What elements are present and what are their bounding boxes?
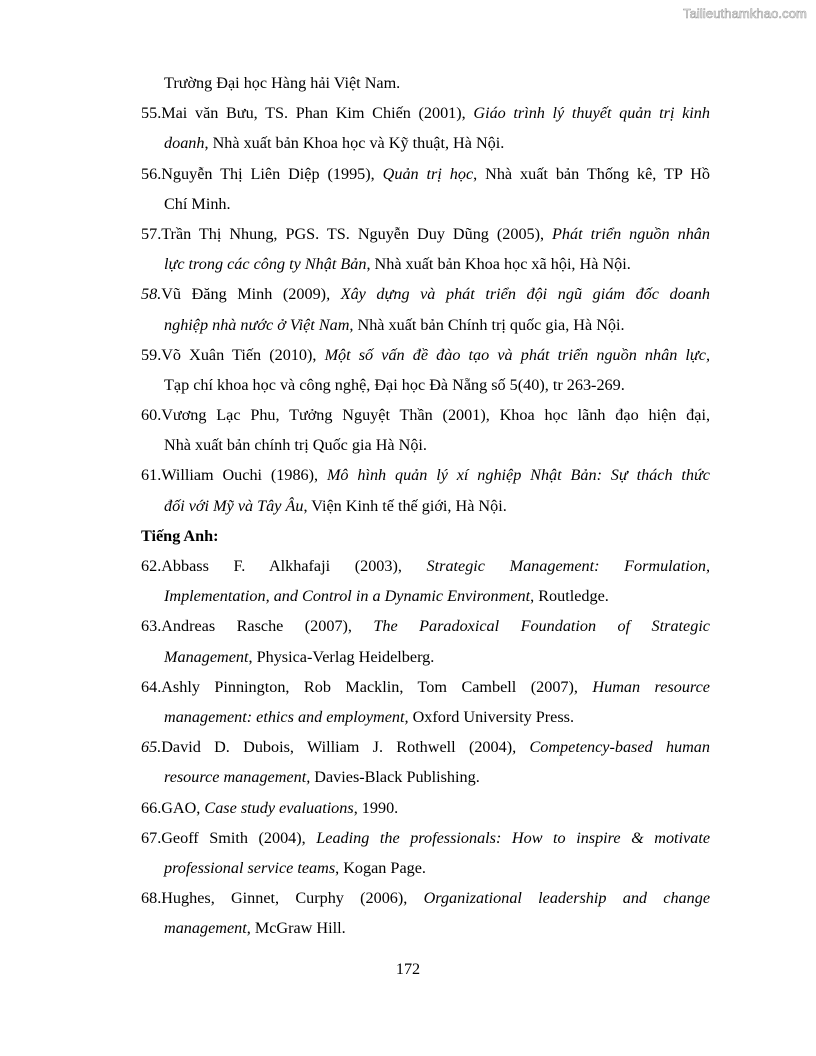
ref-62: 62.Abbass F. Alkhafaji (2003), Strategic Management: Formulation,: [141, 557, 710, 575]
section-heading-english: Tiếng Anh:: [141, 526, 219, 545]
ref-64: 64.Ashly Pinnington, Rob Macklin, Tom Cambell (2007), Human resource: [141, 677, 710, 696]
ref-63: 63.Andreas Rasche (2007), The Paradoxical Foundation of Strategic: [141, 617, 710, 636]
ref-57: 57.Trần Thị Nhung, PGS. TS. Nguyễn Duy Dũng (2005), Phát triển nguồn nhân: [141, 224, 710, 243]
watermark: Tailieuthamkhao.com: [682, 6, 807, 21]
ref-54-tail: Trường Đại học Hàng hải Việt Nam.: [164, 74, 401, 92]
page-number: 172: [395, 960, 421, 978]
ref-56: 56.Nguyễn Thị Liên Diệp (1995), Quản trị học, Nhà xuất bản Thống kê, TP Hồ: [141, 164, 710, 183]
ref-58: 58.Vũ Đăng Minh (2009), Xây dựng và phát triển đội ngũ giám đốc doanh: [141, 285, 710, 304]
ref-66: 66.GAO, Case study evaluations, 1990.: [141, 798, 399, 817]
ref-55: 55.Mai văn Bưu, TS. Phan Kim Chiến (2001), Giáo trình lý thuyết quản trị kinh: [141, 104, 710, 123]
ref-61: 61.William Ouchi (1986), Mô hình quản lý xí nghiệp Nhật Bản: Sự thách thức: [141, 466, 710, 485]
ref-65: 65.David D. Dubois, William J. Rothwell (2004), Competency-based human: [141, 738, 710, 757]
ref-59: 59.Võ Xuân Tiến (2010), Một số vấn đề đào tạo và phát triển nguồn nhân lực,: [141, 345, 710, 364]
ref-68: 68.Hughes, Ginnet, Curphy (2006), Organizational leadership and change: [141, 889, 710, 908]
ref-60: 60.Vương Lạc Phu, Tưởng Nguyệt Thần (2001), Khoa học lãnh đạo hiện đại,: [141, 406, 710, 425]
ref-67: 67.Geoff Smith (2004), Leading the professionals: How to inspire & motivate: [141, 828, 711, 847]
reference-list: Trường Đại học Hàng hải Việt Nam. 55.Mai văn Bưu, TS. Phan Kim Chiến (2001), Giáo trình lý thuyết quản trị kinh doanh, Nhà xuất bản Khoa học và Kỹ thuật, Hà Nội. 56.Nguyễn Thị Liên Diệp (1995), Quản trị học, Nhà xuất bản Thống kê, TP Hồ Chí Minh. 57.Trần Thị Nhung, PGS. TS. Nguyễn Duy Dũng (2005), Phát triển nguồn nhân lực trong các công ty Nhật Bản, Nhà xuất bản Khoa học xã hội, Hà Nội. 58.Vũ Đăng Minh (2009), Xây dựng và phát triển đội ngũ giám đốc doanh nghiệp nhà nước ở Việt Nam, Nhà xuất bản Chính trị quốc gia, Hà Nội. 59.Võ Xuân Tiến (2010), Một số vấn đề đào tạo và phát triển nguồn nhân lực, Tạp chí khoa học và công nghệ, Đại học Đà Nẵng số 5(40), tr 263-269. 60.Vương Lạc Phu, Tưởng Nguyệt Thần (2001), Khoa học lãnh đạo hiện đại, Nhà xuất bản chính trị Quốc gia Hà Nội. 61.William Ouchi (1986), Mô hình quản lý xí nghiệp Nhật Bản: Sự thách thức đối với Mỹ và Tây Âu, Viện Kinh tế thế giới, Hà Nội. Tiếng Anh: 62.Abbass F. Alkhafaji (2003), Strategic Management: Formulation, Implementation, and Control in a Dynamic Environment, Routledge. 63.Andreas Rasche (2007), The Paradoxical Foundation of Strategic Management, Physica-Verlag Heidelberg. 64.Ashly Pinnington, Rob Macklin, Tom Cambell (2007), Human resource management: ethics and employment, Oxford University Press. 65.David D. Dubois, William J. Rothwell (2004), Competency-based human resource management, Davies-Black Publishing. 66.GAO, Case study evaluations, 1990. 67.Geoff Smith (2004), Leading the professionals: How to inspire & motivate professional service teams, Kogan Page. 68.Hughes, Ginnet, Curphy (2006), Organizational leadership and change management, McGraw Hill.: [141, 68, 710, 943]
